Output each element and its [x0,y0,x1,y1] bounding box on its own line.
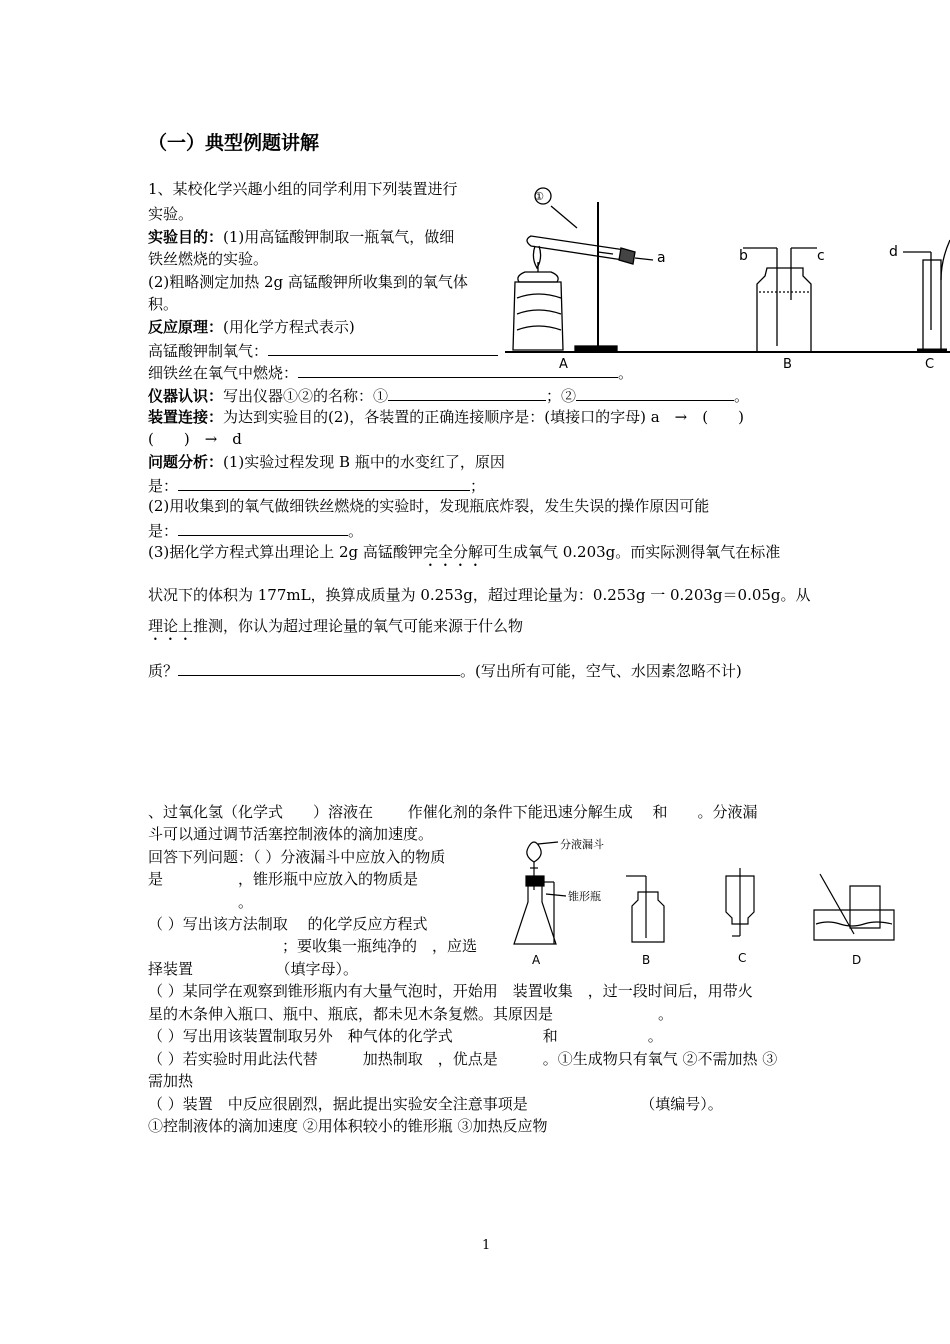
a2-blank[interactable] [178,520,348,536]
a3c-emphasis: 理论上 [148,617,194,635]
fig2-label-D: D [852,953,862,967]
a3d-end: 。(写出所有可能，空气、水因素忽略不计) [460,662,742,680]
q2-line-3: 回答下列问题：（ ）分液漏斗中应放入的物质 [148,848,446,866]
instr-blank-2[interactable] [576,385,734,401]
q1-analysis-3c [148,617,523,644]
a3c-text: 推测，你认为超过理论量的氧气可能来源于什么物 [193,617,524,635]
funnel-label: 分液漏斗 [560,838,604,851]
q2-line-2: 斗可以通过调节活塞控制液体的滴加速度。 [148,825,434,843]
label-d: d [889,244,898,260]
apparatus-figure-2 [508,832,898,972]
q1-intro-cont: 实验。 [148,205,194,223]
a3-blank[interactable] [178,660,460,676]
instr-label: 仪器认识： [148,387,224,405]
q1-connection-2: ( ) → d [148,430,242,448]
iron-label: 细铁丝在氧气中燃烧： [148,364,299,382]
q2-line-7: ；要收集一瓶纯净的 ，应选 [282,937,478,955]
q2-line-10: 星的木条伸入瓶口、瓶中、瓶底，都未见木条复燃。其原因是 。 [148,1005,674,1023]
q2-line-1: 、过氧化氢（化学式 ）溶液在 作催化剂的条件下能迅速分解生成 和 。分液漏 [148,803,758,821]
kmno4-label: 高锰酸钾制氧气： [148,342,269,360]
label-a: a [657,250,666,266]
q1-analysis-3d [148,660,742,681]
analysis-1: (1)实验过程发现 B 瓶中的水变红了，原因 [223,453,505,471]
fig2-label-A: A [532,953,541,967]
q1-analysis-3b: 状况下的体积为 177mL，换算成质量为 0.253g，超过理论量为：0.253g 一 0.203g＝0.05g。从 [148,586,811,604]
q1-purpose [148,228,454,247]
q1-purpose-1b: 铁丝燃烧的实验。 [148,250,269,268]
a2-period: 。 [348,522,364,540]
label-C: C [925,357,935,370]
q1-analysis-1b [148,475,485,496]
q2-line-12: （ ）若实验时用此法代替 加热制取 ，优点是 。①生成物只有氧气 ②不需加热 ③ [148,1050,778,1068]
fig2-label-B: B [642,953,651,967]
label-b: b [739,248,748,264]
principle-label: 反应原理： [148,318,224,336]
kmno4-blank[interactable] [268,340,498,356]
instr-blank-1[interactable] [388,385,546,401]
q1-purpose-2: (2)粗略测定加热 2g 高锰酸钾所收集到的氧气体 [148,273,468,291]
q1-principle [148,318,355,337]
label-circle-1: ① [534,190,544,203]
analysis-label: 问题分析： [148,453,224,471]
purpose-label: 实验目的： [148,228,224,246]
a1-semicolon: ； [470,477,486,495]
q2-line-13: 需加热 [148,1072,194,1090]
q2-line-14: （ ）装置 中反应很剧烈，据此提出实验安全注意事项是 （填编号）。 [148,1095,723,1113]
q1-purpose-2b: 积。 [148,295,179,313]
q1-analysis-2: (2)用收集到的氧气做细铁丝燃烧的实验时，发现瓶底炸裂，发生失误的操作原因可能 [148,497,710,515]
q1-connection [148,408,744,427]
label-c: c [817,248,825,264]
a1b-label: 是： [148,477,179,495]
q2-line-15: ①控制液体的滴加速度 ②用体积较小的锥形瓶 ③加热反应物 [148,1117,548,1135]
q1-analysis-2b [148,520,363,541]
q1-analysis-3 [148,543,780,570]
instr-period: 。 [734,387,750,405]
iron-period: 。 [618,364,634,382]
page-number: 1 [482,1238,491,1253]
apparatus-figure-1 [505,180,950,370]
section-title: （一）典型例题讲解 [148,132,320,154]
principle-text: (用化学方程式表示) [223,318,355,336]
q1-instruments [148,385,749,406]
a3d-label: 质？ [148,662,179,680]
a1-blank[interactable] [178,475,470,491]
q1-intro: 1、某校化学兴趣小组的同学利用下列装置进行 [148,180,458,198]
q1-kmno4 [148,340,498,361]
a3-post: 可生成氧气 0.203g。而实际测得氧气在标准 [482,543,781,561]
q2-line-9: （ ）某同学在观察到锥形瓶内有大量气泡时，开始用 装置收集 ，过一段时间后，用带火 [148,982,753,1000]
label-A: A [559,357,568,370]
fig2-label-C: C [738,951,747,965]
conn-text: 为达到实验目的(2)，各装置的正确连接顺序是：(填接口的字母) a → ( ) [223,408,744,426]
q2-line-4: 是 ，锥形瓶中应放入的物质是 [148,870,419,888]
a2b-label: 是： [148,522,179,540]
q2-line-5: 。 [238,893,254,911]
flask-label: 锥形瓶 [568,890,601,903]
a3-pre: (3)据化学方程式算出理论上 2g 高锰酸钾 [148,543,423,561]
a3-emphasis: 完全分解 [422,543,483,561]
q2-line-6: （ ）写出该方法制取 的化学反应方程式 [148,915,428,933]
conn-label: 装置连接： [148,408,224,426]
purpose-1: (1)用高锰酸钾制取一瓶氧气，做细 [223,228,455,246]
instr-sep: ；② [546,387,577,405]
q2-line-8: 择装置 （填字母）。 [148,960,359,978]
q1-analysis [148,453,505,472]
instr-text: 写出仪器①②的名称：① [223,387,389,405]
q2-line-11: （ ）写出用该装置制取另外 种气体的化学式 和 。 [148,1027,663,1045]
label-B: B [783,357,792,370]
